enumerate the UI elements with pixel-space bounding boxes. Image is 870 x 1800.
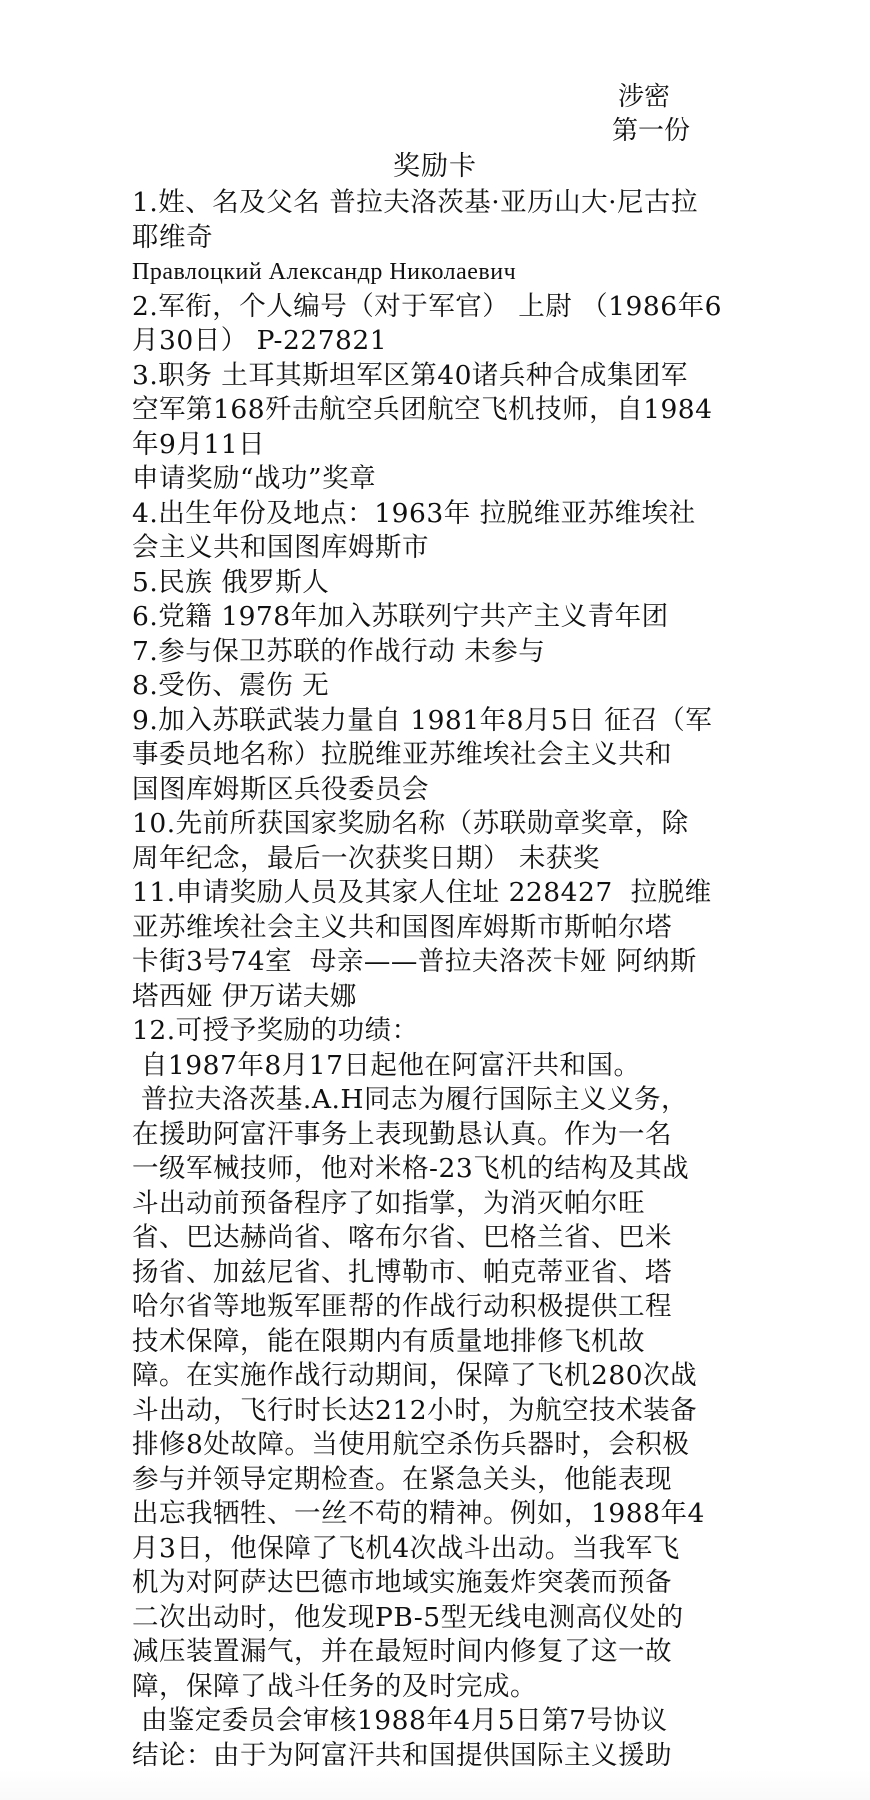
body-line: 11.申请奖励人员及其家人住址 228427 拉脱维 [132,877,712,908]
classification-block [612,80,732,148]
body-line: 斗出动前预备程序了如指掌，为消灭帕尔旺 [132,1187,645,1219]
body-line: 10.先前所获国家奖励名称（苏联勋章奖章，除 [132,808,689,839]
body-line: 障。在实施作战行动期间，保障了飞机280次战 [132,1360,698,1391]
body-line: 耶维奇 [132,221,213,253]
body-line: 技术保障，能在限期内有质量地排修飞机故 [132,1325,645,1357]
body-line: 空军第168歼击航空兵团航空飞机技师，自1984 [132,394,713,425]
body-line: 月3日，他保障了飞机4次战斗出动。当我军飞 [132,1532,680,1564]
body-line: 自1987年8月17日起他在阿富汗共和国。 [132,1049,641,1081]
body-line: 9.加入苏联武装力量自 1981年8月5日 征召（军 [132,704,713,736]
document-body [132,186,742,1773]
body-line: 扬省、加兹尼省、扎博勒市、帕克蒂亚省、塔 [132,1256,672,1288]
body-line: 周年纪念，最后一次获奖日期） 未获奖 [132,842,600,874]
body-line-russian-name: Правлоцкий Александр Николаевич [132,259,517,285]
document-title: 奖励卡 [393,151,477,182]
body-line: 5.民族 俄罗斯人 [132,566,330,598]
body-line: 月30日） P-227821 [132,325,388,356]
body-line: 6.党籍 1978年加入苏联列宁共产主义青年团 [132,601,669,632]
body-line: 会主义共和国图库姆斯市 [132,532,429,563]
body-line: 出忘我牺牲、一丝不苟的精神。例如，1988年4 [132,1498,705,1529]
body-line: 机为对阿萨达巴德市地域实施轰炸突袭而预备 [132,1567,672,1598]
body-line: 卡街3号74室 母亲——普拉夫洛茨卡娅 阿纳斯 [132,946,697,977]
body-line: 4.出生年份及地点：1963年 拉脱维亚苏维埃社 [132,497,696,529]
body-line: 结论：由于为阿富汗共和国提供国际主义援助 [132,1739,672,1771]
body-line: 省、巴达赫尚省、喀布尔省、巴格兰省、巴米 [132,1222,672,1253]
page-bottom-edge [0,1770,870,1800]
body-line: 年9月11日 [132,428,266,460]
body-line: 由鉴定委员会审核1988年4月5日第7号协议 [132,1705,668,1736]
body-line: 事委员地名称）拉脱维亚苏维埃社会主义共和 [132,739,672,770]
body-line: 亚苏维埃社会主义共和国图库姆斯市斯帕尔塔 [132,911,672,943]
body-line: 7.参与保卫苏联的作战行动 未参与 [132,635,546,667]
body-line: 二次出动时，他发现PB-5型无线电测高仪处的 [132,1601,684,1633]
body-line: 一级军械技师，他对米格-23飞机的结构及其战 [132,1153,690,1184]
body-line: 参与并领导定期检查。在紧急关头，他能表现 [132,1463,672,1495]
body-line: 12.可授予奖励的功绩： [132,1015,419,1046]
body-line: 8.受伤、震伤 无 [132,670,330,701]
body-line: 障，保障了战斗任务的及时完成。 [132,1670,537,1702]
body-line: 塔西娅 伊万诺夫娜 [132,980,357,1012]
body-line: 3.职务 土耳其斯坦军区第40诸兵种合成集团军 [132,359,688,391]
body-line: 2.军衔，个人编号（对于军官） 上尉 （1986年6 [132,290,722,322]
body-line: 斗出动，飞行时长达212小时，为航空技术装备 [132,1394,698,1426]
classification-label: 涉密 [618,82,671,112]
body-line: 排修8处故障。当使用航空杀伤兵器时，会积极 [132,1429,690,1460]
copy-number: 第一份 [612,116,691,146]
body-line: 减压装置漏气，并在最短时间内修复了这一故 [132,1636,672,1667]
body-line: 1.姓、名及父名 普拉夫洛茨基·亚历山大·尼古拉 [132,187,699,218]
body-line: 在援助阿富汗事务上表现勤恳认真。作为一名 [132,1118,672,1150]
body-line: 国图库姆斯区兵役委员会 [132,773,429,805]
body-line: 哈尔省等地叛军匪帮的作战行动积极提供工程 [132,1291,672,1322]
body-line: 普拉夫洛茨基.A.H同志为履行国际主义义务， [132,1084,689,1115]
body-line: 申请奖励“战功”奖章 [132,463,377,494]
